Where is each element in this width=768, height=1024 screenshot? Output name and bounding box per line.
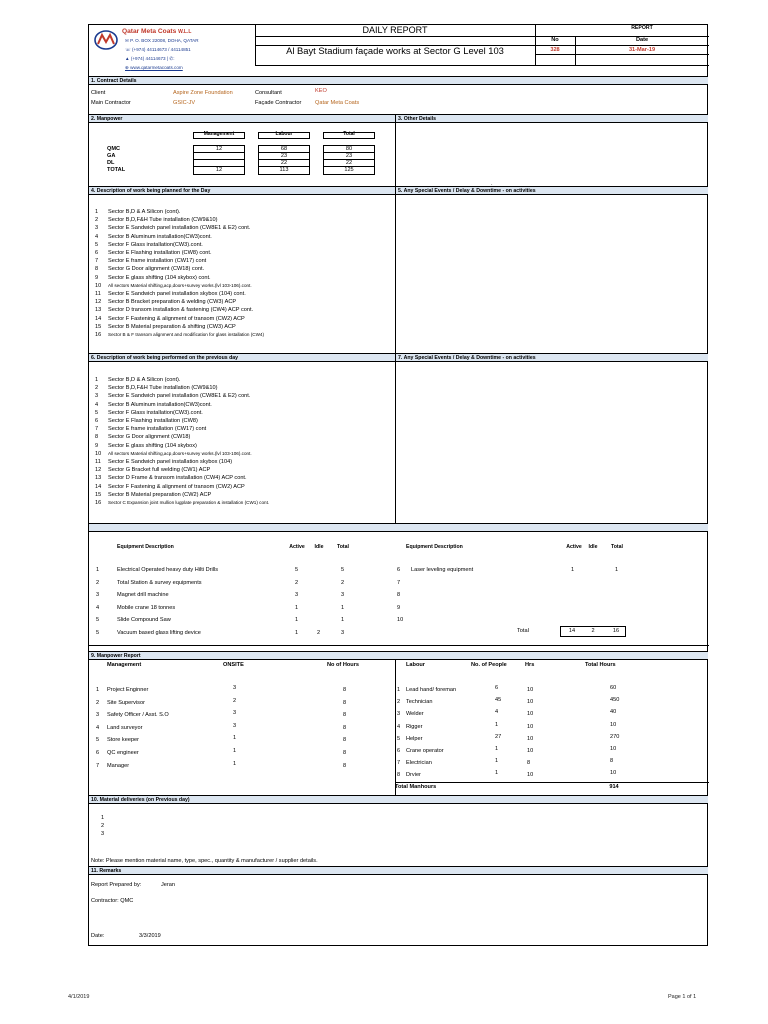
labour-people: 4 xyxy=(495,709,499,716)
list-item: Sector D Frame & transom installation (CW4) ACP cont. xyxy=(108,475,247,482)
mp-h-management: Management xyxy=(107,662,142,668)
management-onsite: 1 xyxy=(233,735,237,742)
equipment-h-active-right: Active xyxy=(566,544,582,550)
management-hours: 8 xyxy=(343,687,347,693)
manpower-header: 2. Manpower xyxy=(89,114,395,123)
list-item: Sector G Bracket full welding (CW1) ACP xyxy=(108,467,211,474)
list-item: Sector E glass shifting (104 skybox) xyxy=(108,442,197,449)
list-item-number: 15 xyxy=(95,491,102,498)
report-date-label: Date xyxy=(635,37,649,43)
equipment-total: 2 xyxy=(341,579,345,586)
prepared-by-value: Jeran xyxy=(161,882,175,888)
report-sheet: Qatar Meta Coats W.L.L ✉ P. O. BOX 22008, DOHA, QATAR ☏ (+974) 44114673 / 44114851 ▲ (+974) 44114673 | ✆: ⊕ www.qatarmetacoats.com DAILY REPORT Al Bayt Stadium façade works at Sector G Level 103 REPORT No Date 328 31-Mar-19 1. Contract Details Client Aspire Zone Foundation Consultant KEO Main Contractor GSIC-JV Façade Contractor Qatar Meta Coats 2. Manpower 3. Other Details . Management Labour Total QMC 12 68 80 GA 23 23 DL 22 22 TOTAL 12 113 125 4. Description of work being planned for the Day 5. Any Special Events / Delay & Downtime - on activities 1 Sector B,D & A Silicon (cont). 2 Sector B,D,F&H Tube installation (CW9&10) 3 Sector E Sandwich panel installation (CW8E1 & E2) cont. 4 Sector B Aluminum installation(CW3)cont. 5 Sector F Glass installation(CW3).cont. 6 Sector E Flashing installation (CW8) cont. 7 Sector E frame installation (CW17) cont 8 Sector G Door alignment (CW18) cont. 9 Sector E glass shifting (104 skybox) cont. 10 All sectors Material shifting,acp,doors+survey works.(lvl 103-106).cont. 11 Sector E Sandwich panel installation skybox (104) cont. 12 Sector B Bracket preparation & welding (CW3) ACP 13 Sector D transom installation & fastening (CW4) ACP cont. 14 Sector F Fastening & alignment of transom (CW2) ACP 15 Sector B Material preparation & shifting (CW3) ACP 16 Sector B & F transom alignment and modification for glass installation (CW4) 6. Description of work being performed on the previous day 7. Any Special Events / Delay & Downtime - on activities 1 Sector B,D & A Silicon (cont). 2 Sector B,D,F&H Tube installation (CW9&10) 3 Sector E Sandwich panel installation (CW8E1 & E2) cont. 4 Sector B Aluminum installation(CW3)cont. 5 Sector F Glass installation(CW3).cont. 6 Sector E Flashing installation (CW8) 7 Sector E frame installation (CW17) cont 8 Sector G Door alignment (CW18) 9 Sector E glass shifting (104 skybox) 10 All sectors Material shifting,acp,doors+survey works.(lvl 103-106).cont. 11 Sector E Sandwich panel installation skybox (104) 12 Sector G Bracket full welding (CW1) ACP 13 Sector D Frame & transom installation (CW4) ACP cont. 14 Sector F Fastening & alignment of transom (CW2) ACP 15 Sector B Material preparation (CW2) ACP 16 Sector C Expansion joint mullion lugplate preparation & installation (CW1) cont. Equipment Description Active Idle Total Equipment Description Active Idle Total 1 Electrical Operated heavy duty Hilti Drills 5 5 2 Total Station & survey equipments 2 2 3 Magnet drill machine 3 3 4 Mobile crane 18 tonnes 1 1 5 Slide Compound Saw 1 1 5 Vacuum based glass lifting device 1 2 3 6 Laser leveling equipment 1 1 7 8 9 10 Total 14 2 16 9. Manpower Report Management ONSITE No of Hours Labour No. of People Hrs Total Hours 1 Project Enginner 3 8 2 Site Supervisor 2 8 3 Safety Officer / Asst. S.O 3 8 4 Land surveyor 3 8 5 Store keeper 1 8 6 QC engineer 1 8 7 Manager 1 8 1 Lead hand/ foreman 6 10 60 2 Technician 45 10 450 3 Welder 4 10 40 4 Rigger 1 10 10 5 Helper 27 10 270 6 Crane operator 1 10 10 7 Electrician 1 8 8 8 Drvier 1 10 10 Total Manhours 914 10. Material deliveries (on Previous day) 1 2 3 Note: Please mention material name, type, spec., quantity & manufacturer / supplier details. 11. Remarks Report Prepared by: Jeran Contractor: QMC Date: 3/3/2019 xyxy=(88,24,708,946)
equipment-active: 3 xyxy=(295,592,299,599)
labour-hrs: 8 xyxy=(527,760,531,767)
list-item-number: 13 xyxy=(95,475,102,482)
equipment-h-active-left: Active xyxy=(289,544,305,550)
management-no: 5 xyxy=(96,737,100,744)
company-logo-icon xyxy=(93,28,119,52)
remarks-date-value: 3/3/2019 xyxy=(139,933,161,939)
equipment-active: 1 xyxy=(571,567,575,573)
main-contractor-label: Main Contractor xyxy=(91,100,131,106)
equipment-no: 4 xyxy=(96,604,100,611)
equipment-no: 3 xyxy=(96,592,100,599)
list-item: Sector B,D,F&H Tube installation (CW9&10) xyxy=(108,217,218,224)
mp-h-onsite: ONSITE xyxy=(223,662,244,668)
management-hours: 8 xyxy=(343,750,347,756)
equipment-desc: Electrical Operated heavy duty Hilti Drills xyxy=(117,567,219,573)
previous-work-header: 6. Description of work being performed on the previous day xyxy=(89,353,395,362)
equipment-h-idle-left: Idle xyxy=(314,544,324,550)
list-item-number: 11 xyxy=(95,291,101,297)
list-item-number: 10 xyxy=(95,282,102,289)
labour-hrs: 10 xyxy=(527,735,534,742)
list-item: Sector E Flashing installation (CW8) xyxy=(108,418,198,424)
manpower-h-total: Total xyxy=(343,131,355,137)
equipment-total-active: 14 xyxy=(568,628,576,634)
equipment-desc: Magnet drill machine xyxy=(117,592,169,599)
management-role: Store keeper xyxy=(107,737,140,744)
labour-hrs: 10 xyxy=(527,699,534,706)
labour-no: 5 xyxy=(397,735,401,742)
management-role: Site Supervisor xyxy=(107,699,145,706)
company-fax: ▲ (+974) 44114673 | ✆: xyxy=(125,56,175,61)
list-item-number: 5 xyxy=(95,409,99,416)
list-item-number: 9 xyxy=(95,274,99,281)
list-item: All sectors Material shifting,acp,doors+survey works.(lvl 103-106).cont. xyxy=(108,450,252,456)
report-no-label: No xyxy=(551,37,559,43)
client-value: Aspire Zone Foundation xyxy=(173,90,233,96)
labour-total-hours: 40 xyxy=(610,709,617,716)
equipment-total-idle: 2 xyxy=(591,628,595,634)
list-item: Sector B,D & A Silicon (cont). xyxy=(108,209,181,215)
list-item: Sector F Glass installation(CW3).cont. xyxy=(108,241,203,248)
planned-work-header: 4. Description of work being planned for the Day xyxy=(89,186,395,195)
list-item-number: 2 xyxy=(95,385,99,392)
mp-h-labour: Labour xyxy=(406,662,425,668)
other-details-header: 3. Other Details xyxy=(395,114,708,123)
list-item-number: 9 xyxy=(95,442,99,449)
manpower-h-labour: Labour xyxy=(275,131,293,137)
report-date: 31-Mar-19 xyxy=(628,47,656,53)
list-item: Sector E frame installation (CW17) cont xyxy=(108,258,207,265)
equipment-header xyxy=(89,523,708,532)
labour-role: Rigger xyxy=(406,723,423,730)
report-title: DAILY REPORT xyxy=(362,25,428,35)
equipment-total: 3 xyxy=(341,592,345,599)
labour-no: 1 xyxy=(397,687,401,693)
labour-people: 1 xyxy=(495,746,499,752)
equipment-no: 1 xyxy=(96,567,100,573)
list-item-number: 10 xyxy=(95,450,102,457)
list-item-number: 13 xyxy=(95,307,102,314)
total-manhours-label: Total Manhours xyxy=(395,784,437,790)
list-item-number: 1 xyxy=(95,209,99,215)
list-item-number: 3 xyxy=(95,393,99,400)
management-no: 6 xyxy=(96,750,100,756)
equipment-active: 1 xyxy=(295,630,299,636)
list-item-number: 16 xyxy=(95,332,102,338)
list-item: All sectors Material shifting,acp,doors+survey works.(lvl 103-106).cont. xyxy=(108,282,252,288)
labour-no: 3 xyxy=(397,711,401,718)
list-item-number: 6 xyxy=(95,418,99,424)
list-item-number: 14 xyxy=(95,315,102,322)
labour-total-hours: 8 xyxy=(610,758,614,765)
list-item-number: 15 xyxy=(95,323,102,330)
equipment-no: 5 xyxy=(96,630,100,636)
management-hours: 8 xyxy=(343,724,347,731)
other-details-dot: . xyxy=(491,181,493,187)
labour-hrs: 10 xyxy=(527,723,534,730)
equipment-no: 8 xyxy=(397,592,401,599)
labour-total-hours: 270 xyxy=(610,733,620,740)
list-item-number: 8 xyxy=(95,434,99,441)
list-item: Sector F Fastening & alignment of transom (CW2) ACP xyxy=(108,315,245,322)
labour-total-hours: 60 xyxy=(610,685,617,691)
labour-total-hours: 10 xyxy=(610,721,617,728)
events-header-2: 7. Any Special Events / Delay & Downtime - on activities xyxy=(395,353,708,362)
list-item: Sector F Glass installation(CW3).cont. xyxy=(108,409,203,416)
list-item-number: 12 xyxy=(95,299,102,306)
labour-hrs: 10 xyxy=(527,711,534,718)
equipment-no: 5 xyxy=(96,617,100,624)
labour-total-hours: 450 xyxy=(610,697,620,704)
list-item-number: 2 xyxy=(95,217,99,224)
manpower-report-header: 9. Manpower Report xyxy=(89,651,708,660)
equipment-active: 5 xyxy=(295,567,299,573)
management-role: Land surveyor xyxy=(107,724,143,731)
management-no: 2 xyxy=(96,699,100,706)
list-item-number: 7 xyxy=(95,258,99,265)
labour-total-hours: 10 xyxy=(610,746,617,752)
list-item-number: 3 xyxy=(95,225,99,232)
manpower-h-management: Management xyxy=(203,131,235,137)
management-onsite: 1 xyxy=(233,748,237,754)
remarks-date-label: Date: xyxy=(91,933,105,939)
labour-people: 6 xyxy=(495,685,499,691)
labour-role: Drvier xyxy=(406,772,421,779)
management-onsite: 2 xyxy=(233,697,237,704)
list-item: Sector E Sandwich panel installation (CW8E1 & E2) cont. xyxy=(108,225,251,232)
equipment-total-total: 16 xyxy=(612,628,620,634)
list-item-number: 4 xyxy=(95,401,99,408)
labour-role: Technician xyxy=(406,699,433,706)
management-role: Project Enginner xyxy=(107,687,149,693)
equipment-no: 6 xyxy=(397,567,401,573)
prepared-by-label: Report Prepared by: xyxy=(91,882,142,888)
list-item: Sector E Flashing installation (CW8) cont. xyxy=(108,250,212,256)
contractor-remark: Contractor: QMC xyxy=(91,898,134,904)
management-no: 7 xyxy=(96,762,100,769)
material-item: 1 xyxy=(101,815,105,821)
list-item: Sector B Material preparation (CW2) ACP xyxy=(108,491,212,498)
equipment-desc: Mobile crane 18 tonnes xyxy=(117,604,176,611)
report-box-title: REPORT xyxy=(631,25,653,31)
equipment-h-desc-left: Equipment Description xyxy=(117,544,174,550)
management-hours: 8 xyxy=(343,699,347,706)
labour-people: 45 xyxy=(495,697,502,704)
labour-no: 7 xyxy=(397,760,401,767)
labour-people: 1 xyxy=(495,770,499,777)
mp-h-hrs: Hrs xyxy=(525,662,535,668)
footer-date: 4/1/2019 xyxy=(68,994,90,1000)
list-item: Sector B Material preparation & shifting (CW3) ACP xyxy=(108,323,236,330)
total-manhours-value: 914 xyxy=(609,784,619,790)
labour-total-hours: 10 xyxy=(610,770,617,777)
remarks-header: 11. Remarks xyxy=(89,866,708,875)
material-item: 2 xyxy=(101,823,105,829)
report-no: 328 xyxy=(550,47,560,53)
list-item-number: 16 xyxy=(95,500,102,506)
equipment-desc: Slide Compound Saw xyxy=(117,617,171,624)
management-onsite: 1 xyxy=(233,760,237,767)
list-item: Sector B Bracket preparation & welding (CW3) ACP xyxy=(108,299,237,306)
equipment-active: 1 xyxy=(295,617,299,624)
labour-hrs: 10 xyxy=(527,772,534,779)
equipment-desc: Vacuum based glass lifting device xyxy=(117,630,201,636)
equipment-idle: 2 xyxy=(317,630,321,636)
equipment-h-desc-right: Equipment Description xyxy=(406,544,463,550)
list-item: Sector E Sandwich panel installation skybox (104) cont. xyxy=(108,291,246,297)
equipment-active: 1 xyxy=(295,604,299,611)
equipment-h-total-right: Total xyxy=(610,544,623,550)
equipment-no: 2 xyxy=(96,579,100,586)
management-role: QC engineer xyxy=(107,750,139,756)
list-item: Sector D transom installation & fastening (CW4) ACP cont. xyxy=(108,307,254,314)
management-onsite: 3 xyxy=(233,685,237,691)
list-item-number: 4 xyxy=(95,233,99,240)
list-item: Sector G Door alignment (CW18) xyxy=(108,434,191,441)
equipment-active: 2 xyxy=(295,579,299,586)
list-item-number: 5 xyxy=(95,241,99,248)
list-item: Sector F Fastening & alignment of transom (CW2) ACP xyxy=(108,483,245,490)
list-item-number: 8 xyxy=(95,266,99,273)
labour-hrs: 10 xyxy=(527,748,534,754)
labour-role: Lead hand/ foreman xyxy=(406,687,457,693)
consultant-value: KEO xyxy=(315,88,327,94)
labour-role: Electrician xyxy=(406,760,432,767)
list-item-number: 6 xyxy=(95,250,99,256)
material-deliveries-header: 10. Material deliveries (on Previous day) xyxy=(89,795,708,804)
company-name: Qatar Meta Coats W.L.L xyxy=(122,28,192,35)
equipment-total: 1 xyxy=(615,567,619,573)
company-web-link[interactable]: ⊕ www.qatarmetacoats.com xyxy=(125,65,183,70)
management-hours: 8 xyxy=(343,762,347,769)
management-hours: 8 xyxy=(343,712,347,719)
list-item: Sector E glass shifting (104 skybox) cont. xyxy=(108,274,211,281)
list-item: Sector B & F transom alignment and modification for glass installation (CW4) xyxy=(108,332,264,337)
list-item: Sector E Sandwich panel installation skybox (104) xyxy=(108,459,233,465)
list-item: Sector B,D,F&H Tube installation (CW9&10) xyxy=(108,385,218,392)
mp-h-people: No. of People xyxy=(471,662,507,668)
management-hours: 8 xyxy=(343,737,347,744)
list-item: Sector B Aluminum installation(CW3)cont. xyxy=(108,401,212,408)
equipment-no: 10 xyxy=(397,617,404,624)
management-onsite: 3 xyxy=(233,722,237,729)
list-item-number: 11 xyxy=(95,459,101,465)
equipment-total: 1 xyxy=(341,604,345,611)
events-header-1: 5. Any Special Events / Delay & Downtime - on activities xyxy=(395,186,708,195)
labour-people: 1 xyxy=(495,721,499,728)
management-no: 4 xyxy=(96,724,100,731)
mp-h-hours: No of Hours xyxy=(327,662,360,668)
report-subtitle: Al Bayt Stadium façade works at Sector G Level 103 xyxy=(286,45,504,56)
equipment-total: 5 xyxy=(341,567,345,573)
labour-no: 6 xyxy=(397,748,401,754)
material-note: Note: Please mention material name, type, spec., quantity & manufacturer / supplier details. xyxy=(91,858,318,864)
management-role: Safety Officer / Asst. S.O xyxy=(107,712,169,719)
list-item: Sector B Aluminum installation(CW3)cont. xyxy=(108,233,212,240)
labour-no: 4 xyxy=(397,723,401,730)
mp-h-total-hours: Total Hours xyxy=(585,662,616,668)
labour-role: Crane operator xyxy=(406,748,444,754)
list-item-number: 1 xyxy=(95,377,99,383)
facade-contractor-label: Façade Contractor xyxy=(255,100,302,106)
list-item-number: 12 xyxy=(95,467,102,474)
equipment-no: 9 xyxy=(397,604,401,611)
material-item: 3 xyxy=(101,831,105,837)
labour-people: 1 xyxy=(495,758,499,765)
list-item-number: 7 xyxy=(95,426,99,433)
management-onsite: 3 xyxy=(233,710,237,717)
labour-role: Helper xyxy=(406,735,423,742)
labour-role: Welder xyxy=(406,711,424,718)
management-role: Manager xyxy=(107,762,130,769)
labour-people: 27 xyxy=(495,733,502,740)
client-label: Client xyxy=(91,90,106,96)
equipment-total-label: Total xyxy=(517,628,529,634)
footer-page: Page 1 of 1 xyxy=(668,994,697,1000)
list-item: Sector E Sandwich panel installation (CW8E1 & E2) cont. xyxy=(108,393,251,400)
equipment-desc: Laser leveling equipment xyxy=(411,567,474,573)
list-item: Sector C Expansion joint mullion lugplate preparation & installation (CW1) cont. xyxy=(108,500,270,505)
labour-no: 8 xyxy=(397,772,401,779)
management-no: 1 xyxy=(96,687,100,693)
management-no: 3 xyxy=(96,712,100,719)
main-contractor-value: GSIC-JV xyxy=(173,100,196,106)
equipment-h-idle-right: Idle xyxy=(588,544,598,550)
equipment-no: 7 xyxy=(397,579,401,586)
equipment-total: 1 xyxy=(341,617,345,624)
equipment-h-total-left: Total xyxy=(336,544,349,550)
company-address: ✉ P. O. BOX 22008, DOHA, QATAR xyxy=(125,38,199,43)
equipment-desc: Total Station & survey equipments xyxy=(117,579,202,586)
labour-no: 2 xyxy=(397,699,401,706)
contract-details-header: 1. Contract Details xyxy=(89,76,708,85)
company-tel: ☏ (+974) 44114673 / 44114851 xyxy=(125,47,191,52)
list-item: Sector E frame installation (CW17) cont xyxy=(108,426,207,433)
list-item-number: 14 xyxy=(95,483,102,490)
equipment-total: 3 xyxy=(341,630,345,636)
list-item: Sector G Door alignment (CW18) cont. xyxy=(108,266,205,273)
consultant-label: Consultant xyxy=(255,90,282,96)
list-item: Sector B,D & A Silicon (cont). xyxy=(108,377,181,383)
labour-hrs: 10 xyxy=(527,687,534,693)
facade-contractor-value: Qatar Meta Coats xyxy=(315,100,360,106)
